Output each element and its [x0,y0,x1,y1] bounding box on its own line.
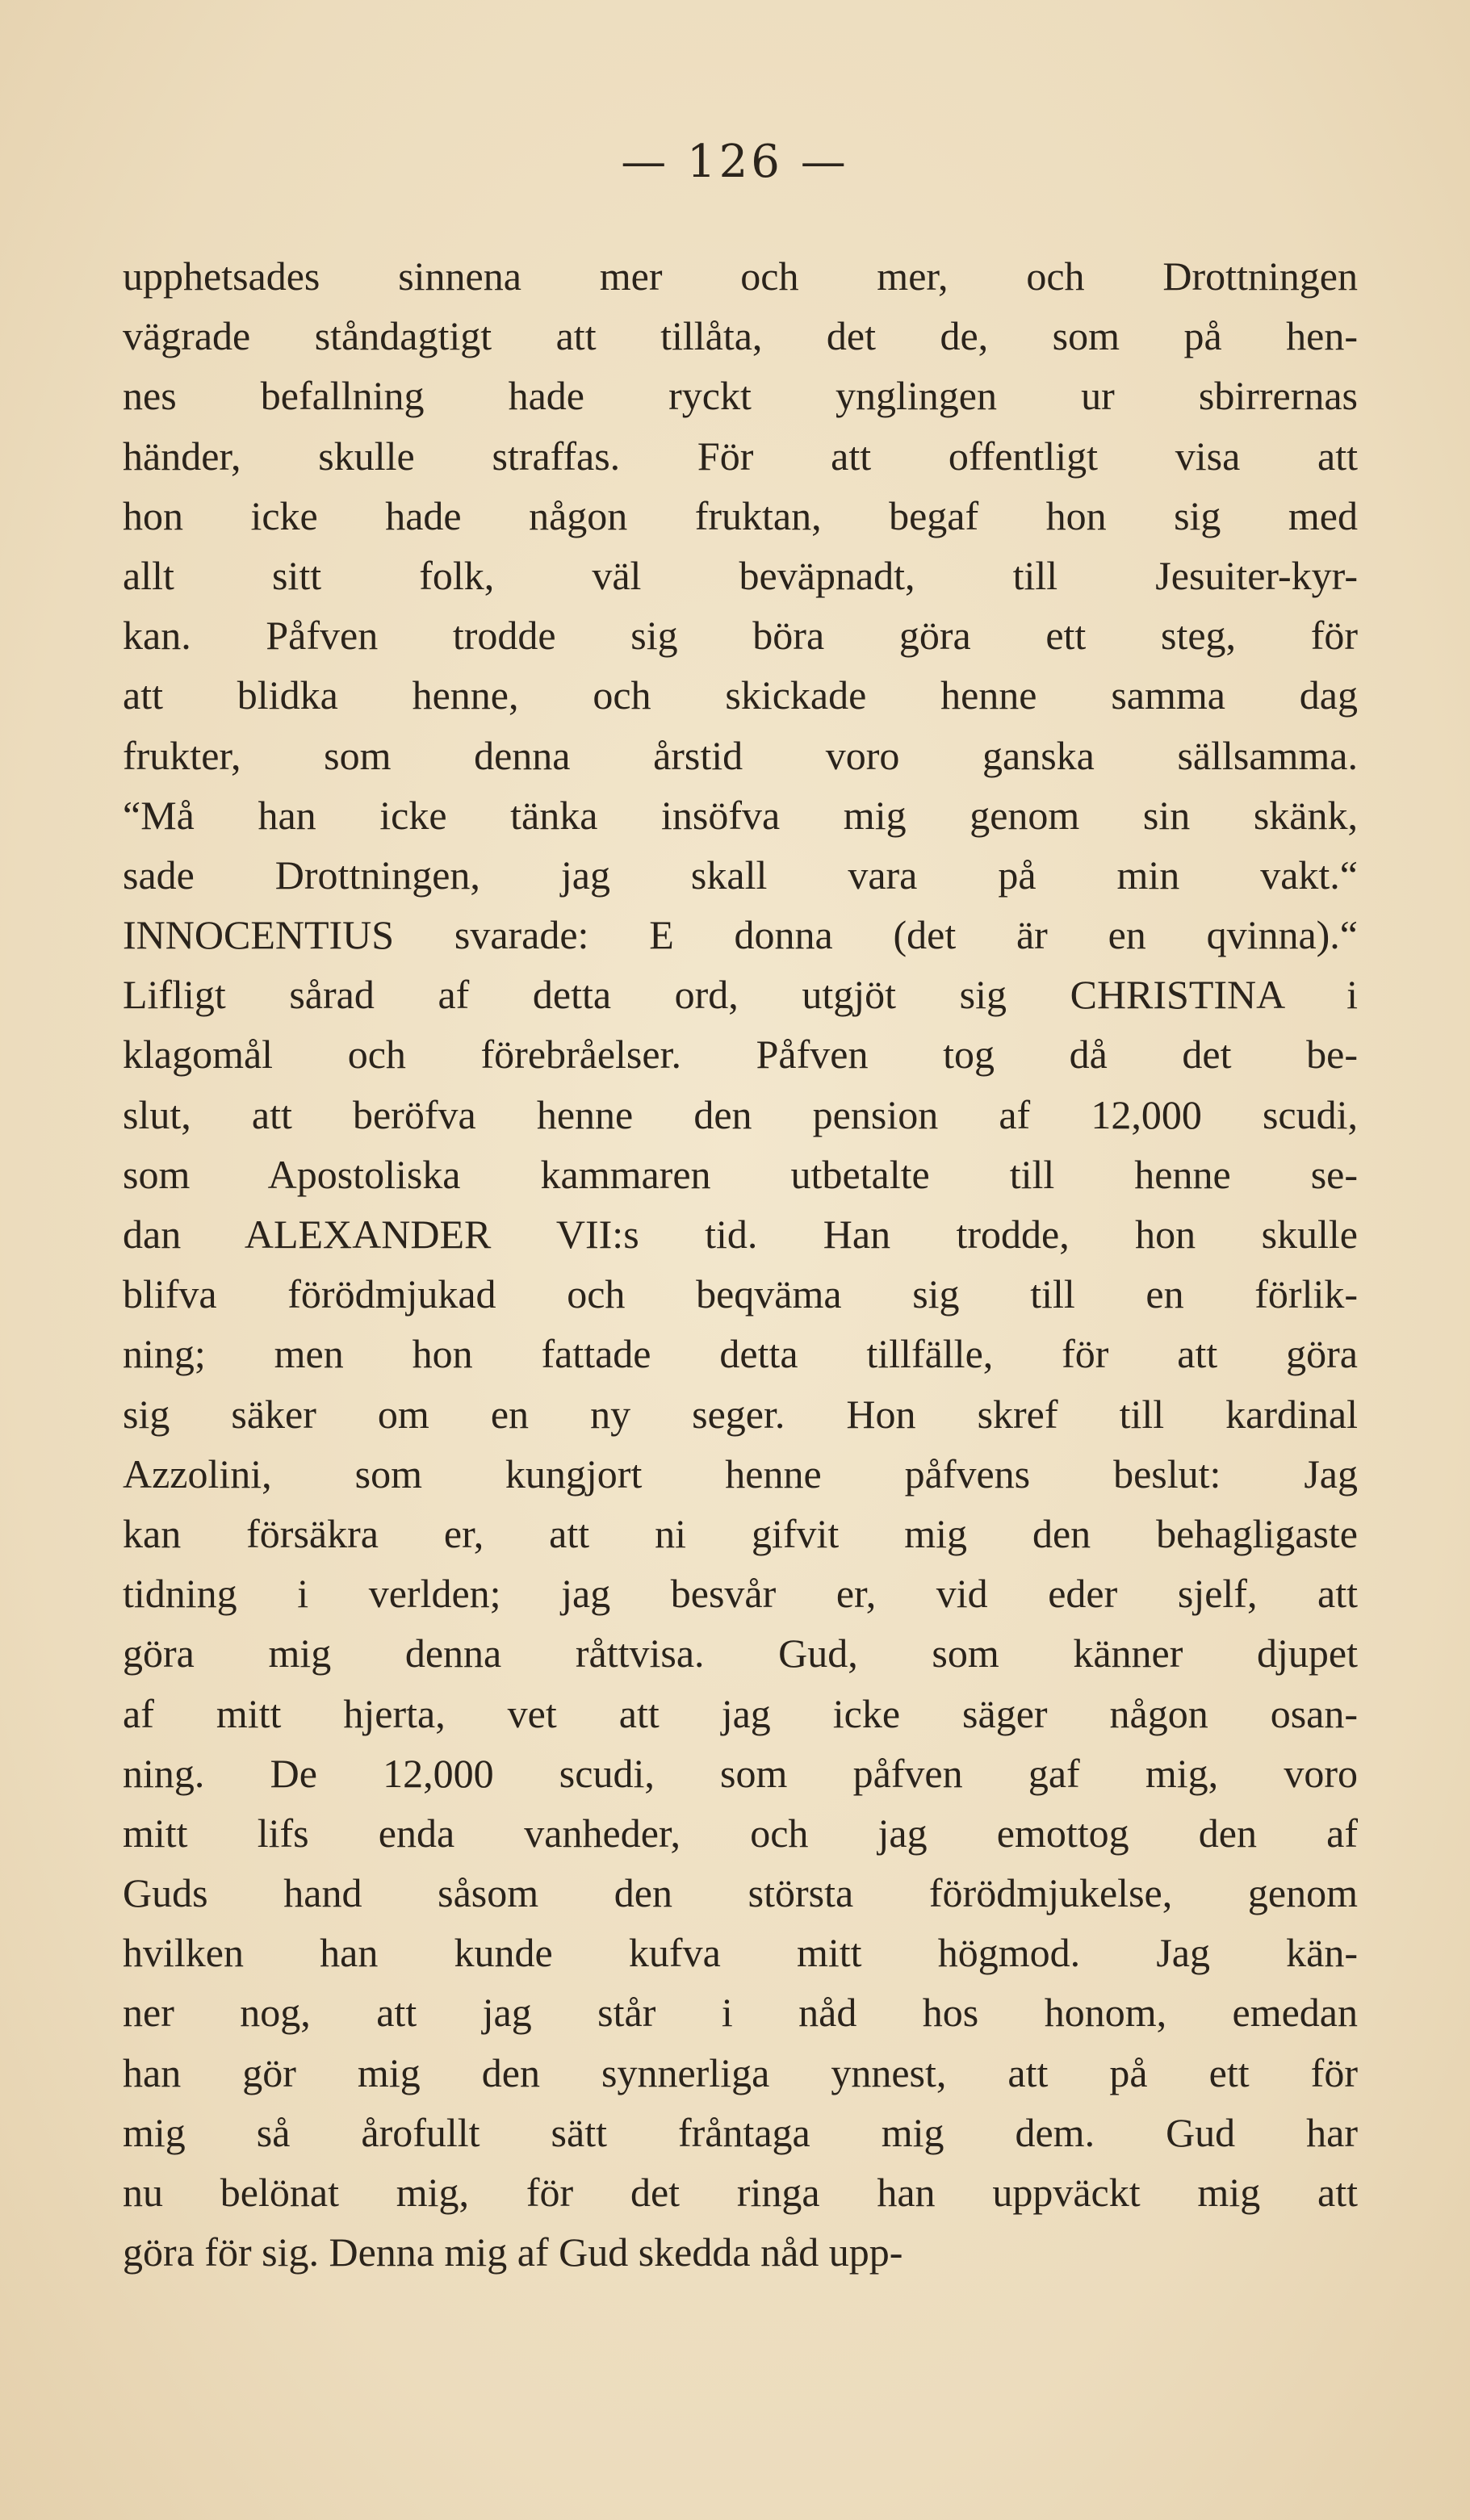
text-line: blifva förödmjukad och beqväma sig till en förlik- [123,1271,1358,1317]
text-line: ning. De 12,000 scudi, som påfven gaf mig, voro [123,1750,1358,1796]
text-line: INNOCENTIUS svarade: E donna (det är en qvinna).“ [123,912,1358,958]
text-line: händer, skulle straffas. För att offentligt visa att [123,433,1358,479]
text-line: klagomål och förebråelser. Påfven tog då det be- [123,1032,1358,1078]
text-line: frukter, som denna årstid voro ganska sällsamma. [123,732,1358,778]
text-line: mig så årofullt sätt fråntaga mig dem. Gud har [123,2109,1358,2155]
page-number: — 126 — [621,136,849,188]
text-line: sade Drottningen, jag skall vara på min vakt.“ [123,852,1358,898]
text-line: att blidka henne, och skickade henne samma dag [123,672,1358,718]
text-line: af mitt hjerta, vet att jag icke säger någon osan- [123,1690,1358,1736]
text-line: upphetsades sinnena mer och mer, och Drottningen [123,253,1358,299]
text-line: göra mig denna råttvisa. Gud, som känner djupet [123,1630,1358,1677]
text-line: allt sitt folk, väl beväpnadt, till Jesuiter-kyr- [123,552,1358,598]
text-line: Azzolini, som kungjort henne påfvens beslut: Jag [123,1450,1358,1497]
text-line: nu belönat mig, för det ringa han uppväckt mig att [123,2170,1358,2215]
text-line: hon icke hade någon fruktan, begaf hon sig med [123,492,1358,538]
text-line: “Må han icke tänka insöfva mig genom sin skänk, [123,792,1358,838]
text-line: han gör mig den synnerliga ynnest, att på ett för [123,2049,1358,2095]
text-line: som Apostoliska kammaren utbetalte till henne se- [123,1151,1358,1197]
text-line: ning; men hon fattade detta tillfälle, för att göra [123,1331,1358,1377]
text-line: ner nog, att jag står i nåd hos honom, emedan [123,1990,1358,2036]
text-line: vägrade ståndagtigt att tillåta, det de, som på hen- [123,313,1358,359]
text-line: sig säker om en ny seger. Hon skref till kardinal [123,1391,1358,1437]
text-line: hvilken han kunde kufva mitt högmod. Jag kän- [123,1930,1358,1976]
text-line: kan. Påfven trodde sig böra göra ett steg, för [123,613,1358,659]
text-line: mitt lifs enda vanheder, och jag emottog den af [123,1810,1358,1856]
text-line: dan ALEXANDER VII:s tid. Han trodde, hon skulle [123,1212,1358,1257]
text-line: kan försäkra er, att ni gifvit mig den behagligaste [123,1510,1358,1556]
text-line: Lifligt sårad af detta ord, utgjöt sig CHRISTINA i [123,972,1358,1018]
text-line: nes befallning hade ryckt ynglingen ur sbirrernas [123,373,1358,419]
body-text [123,246,1358,2282]
text-line: slut, att beröfva henne den pension af 12,000 scudi, [123,1091,1358,1137]
text-line: göra för sig. Denna mig af Gud skedda nåd upp- [123,2229,903,2275]
text-line: tidning i verlden; jag besvår er, vid eder sjelf, att [123,1571,1358,1617]
text-line: Guds hand såsom den största förödmjukelse, genom [123,1870,1358,1916]
